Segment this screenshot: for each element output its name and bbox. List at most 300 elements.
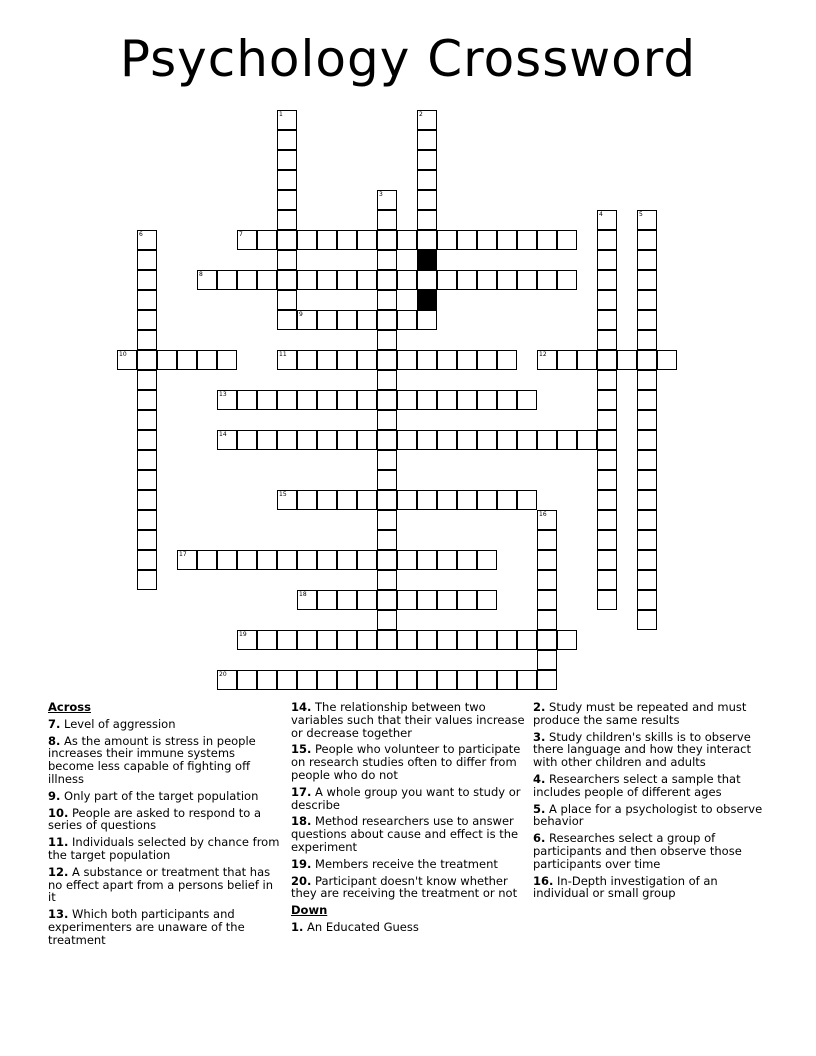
crossword-cell[interactable] bbox=[557, 230, 577, 250]
crossword-cell[interactable] bbox=[277, 670, 297, 690]
crossword-cell[interactable] bbox=[597, 390, 617, 410]
crossword-cell[interactable] bbox=[277, 390, 297, 410]
crossword-cell[interactable] bbox=[297, 390, 317, 410]
crossword-cell[interactable] bbox=[137, 310, 157, 330]
crossword-cell[interactable] bbox=[637, 590, 657, 610]
crossword-cell[interactable] bbox=[377, 370, 397, 390]
crossword-cell[interactable] bbox=[577, 350, 597, 370]
crossword-cell[interactable] bbox=[517, 430, 537, 450]
crossword-cell[interactable] bbox=[497, 630, 517, 650]
crossword-cell[interactable] bbox=[337, 670, 357, 690]
crossword-cell[interactable] bbox=[597, 590, 617, 610]
clue-column-3 bbox=[533, 701, 769, 904]
crossword-cell[interactable] bbox=[457, 670, 477, 690]
crossword-cell[interactable] bbox=[357, 270, 377, 290]
crossword-cell[interactable] bbox=[637, 290, 657, 310]
crossword-cell[interactable] bbox=[377, 470, 397, 490]
crossword-cell[interactable] bbox=[377, 230, 397, 250]
crossword-cell[interactable] bbox=[277, 310, 297, 330]
crossword-cell[interactable] bbox=[497, 230, 517, 250]
crossword-cell[interactable] bbox=[377, 490, 397, 510]
crossword-cell[interactable] bbox=[317, 230, 337, 250]
crossword-cell[interactable] bbox=[637, 230, 657, 250]
crossword-cell[interactable] bbox=[637, 310, 657, 330]
crossword-cell[interactable] bbox=[337, 430, 357, 450]
crossword-cell[interactable] bbox=[597, 230, 617, 250]
crossword-cell[interactable] bbox=[297, 550, 317, 570]
page-title: Psychology Crossword bbox=[119, 30, 697, 88]
crossword-cell[interactable] bbox=[637, 550, 657, 570]
crossword-cell[interactable] bbox=[237, 550, 257, 570]
crossword-cell[interactable] bbox=[437, 350, 457, 370]
crossword-cell[interactable] bbox=[377, 670, 397, 690]
clue-number-label: 9 bbox=[299, 311, 303, 318]
crossword-cell[interactable] bbox=[537, 530, 557, 550]
crossword-cell[interactable] bbox=[377, 530, 397, 550]
crossword-cell[interactable] bbox=[397, 270, 417, 290]
crossword-cell[interactable] bbox=[597, 350, 617, 370]
crossword-cell[interactable] bbox=[597, 490, 617, 510]
clue-column-1 bbox=[48, 701, 284, 951]
crossword-cell[interactable] bbox=[377, 210, 397, 230]
crossword-cell[interactable] bbox=[457, 590, 477, 610]
crossword-cell[interactable] bbox=[337, 550, 357, 570]
crossword-cell[interactable] bbox=[637, 450, 657, 470]
crossword-cell[interactable] bbox=[657, 350, 677, 370]
crossword-cell[interactable] bbox=[417, 430, 437, 450]
clue-down-2: 2. Study must be repeated and must produce the same results bbox=[533, 700, 747, 727]
crossword-cell[interactable] bbox=[397, 550, 417, 570]
crossword-cell[interactable] bbox=[237, 430, 257, 450]
crossword-cell[interactable] bbox=[417, 110, 437, 130]
crossword-cell[interactable] bbox=[517, 630, 537, 650]
crossword-cell[interactable] bbox=[337, 390, 357, 410]
crossword-cell[interactable] bbox=[637, 430, 657, 450]
crossword-cell[interactable] bbox=[457, 490, 477, 510]
crossword-cell[interactable] bbox=[377, 190, 397, 210]
crossword-cell[interactable] bbox=[597, 310, 617, 330]
clue-number-label: 16 bbox=[539, 511, 547, 518]
crossword-cell[interactable] bbox=[437, 390, 457, 410]
crossword-cell[interactable] bbox=[317, 550, 337, 570]
crossword-cell[interactable] bbox=[237, 230, 257, 250]
crossword-cell[interactable] bbox=[377, 350, 397, 370]
crossword-cell[interactable] bbox=[377, 290, 397, 310]
crossword-cell[interactable] bbox=[537, 590, 557, 610]
crossword-cell[interactable] bbox=[297, 230, 317, 250]
crossword-cell[interactable] bbox=[237, 270, 257, 290]
crossword-cell[interactable] bbox=[137, 570, 157, 590]
crossword-cell[interactable] bbox=[357, 310, 377, 330]
crossword-cell[interactable] bbox=[597, 210, 617, 230]
crossword-cell[interactable] bbox=[317, 670, 337, 690]
crossword-cell[interactable] bbox=[417, 150, 437, 170]
crossword-cell[interactable] bbox=[277, 170, 297, 190]
crossword-cell[interactable] bbox=[637, 370, 657, 390]
crossword-cell[interactable] bbox=[257, 630, 277, 650]
clue-across-7: 7. Level of aggression bbox=[48, 716, 176, 731]
crossword-cell[interactable] bbox=[237, 630, 257, 650]
crossword-cell[interactable] bbox=[637, 410, 657, 430]
crossword-cell[interactable] bbox=[457, 430, 477, 450]
clue-number-label: 13 bbox=[219, 391, 227, 398]
crossword-cell[interactable] bbox=[497, 390, 517, 410]
clue-column-2 bbox=[291, 701, 527, 938]
crossword-cell[interactable] bbox=[637, 570, 657, 590]
crossword-cell[interactable] bbox=[417, 550, 437, 570]
crossword-cell[interactable] bbox=[137, 550, 157, 570]
crossword-cell[interactable] bbox=[557, 630, 577, 650]
crossword-cell[interactable] bbox=[317, 590, 337, 610]
crossword-cell[interactable] bbox=[397, 590, 417, 610]
crossword-cell[interactable] bbox=[397, 490, 417, 510]
crossword-cell[interactable] bbox=[437, 550, 457, 570]
crossword-cell[interactable] bbox=[257, 270, 277, 290]
crossword-cell[interactable] bbox=[297, 590, 317, 610]
crossword-cell[interactable] bbox=[137, 470, 157, 490]
crossword-cell[interactable] bbox=[537, 430, 557, 450]
clue-down-3: 3. Study children's skills is to observe there language and how they interact with other children and adults bbox=[533, 729, 751, 770]
crossword-cell[interactable] bbox=[437, 430, 457, 450]
crossword-cell[interactable] bbox=[437, 670, 457, 690]
crossword-cell[interactable] bbox=[597, 250, 617, 270]
crossword-cell[interactable] bbox=[437, 630, 457, 650]
crossword-cell[interactable] bbox=[457, 630, 477, 650]
crossword-cell[interactable] bbox=[537, 270, 557, 290]
crossword-cell[interactable] bbox=[377, 250, 397, 270]
crossword-cell[interactable] bbox=[277, 250, 297, 270]
crossword-cell[interactable] bbox=[257, 430, 277, 450]
crossword-cell[interactable] bbox=[417, 310, 437, 330]
crossword-cell[interactable] bbox=[397, 230, 417, 250]
crossword-cell[interactable] bbox=[637, 210, 657, 230]
clue-across-11: 11. Individuals selected by chance from the target population bbox=[48, 835, 280, 862]
crossword-cell[interactable] bbox=[357, 230, 377, 250]
crossword-cell[interactable] bbox=[197, 350, 217, 370]
crossword-cell[interactable] bbox=[597, 410, 617, 430]
crossword-cell[interactable] bbox=[337, 270, 357, 290]
crossword-cell[interactable] bbox=[317, 490, 337, 510]
crossword-cell[interactable] bbox=[197, 270, 217, 290]
crossword-cell[interactable] bbox=[557, 430, 577, 450]
clue-number-label: 7 bbox=[239, 231, 243, 238]
crossword-cell[interactable] bbox=[497, 270, 517, 290]
crossword-cell[interactable] bbox=[557, 350, 577, 370]
crossword-cell[interactable] bbox=[537, 570, 557, 590]
crossword-cell[interactable] bbox=[597, 270, 617, 290]
clue-across-15: 15. People who volunteer to participate on research studies often to differ from people who do not bbox=[291, 742, 521, 782]
clue-across-9: 9. Only part of the target population bbox=[48, 788, 259, 803]
crossword-cell[interactable] bbox=[297, 670, 317, 690]
crossword-cell[interactable] bbox=[197, 550, 217, 570]
crossword-cell[interactable] bbox=[217, 390, 237, 410]
crossword-cell[interactable] bbox=[377, 410, 397, 430]
crossword-cell[interactable] bbox=[377, 390, 397, 410]
crossword-cell[interactable] bbox=[417, 590, 437, 610]
crossword-cell[interactable] bbox=[377, 590, 397, 610]
crossword-cell[interactable] bbox=[617, 350, 637, 370]
crossword-cell[interactable] bbox=[637, 270, 657, 290]
crossword-cell[interactable] bbox=[577, 430, 597, 450]
crossword-cell[interactable] bbox=[477, 670, 497, 690]
crossword-cell[interactable] bbox=[537, 230, 557, 250]
crossword-cell[interactable] bbox=[317, 350, 337, 370]
crossword-cell[interactable] bbox=[257, 670, 277, 690]
crossword-cell[interactable] bbox=[457, 270, 477, 290]
crossword-cell[interactable] bbox=[497, 490, 517, 510]
crossword-cell[interactable] bbox=[637, 510, 657, 530]
crossword-cell[interactable] bbox=[597, 510, 617, 530]
crossword-cell[interactable] bbox=[277, 490, 297, 510]
crossword-cell[interactable] bbox=[317, 270, 337, 290]
crossword-cell[interactable] bbox=[597, 530, 617, 550]
crossword-cell[interactable] bbox=[297, 630, 317, 650]
crossword-cell[interactable] bbox=[597, 290, 617, 310]
crossword-cell[interactable] bbox=[237, 670, 257, 690]
crossword-cell[interactable] bbox=[177, 350, 197, 370]
crossword-cell[interactable] bbox=[277, 290, 297, 310]
crossword-cell[interactable] bbox=[297, 270, 317, 290]
crossword-cell[interactable] bbox=[137, 410, 157, 430]
crossword-cell[interactable] bbox=[137, 290, 157, 310]
crossword-cell[interactable] bbox=[337, 590, 357, 610]
crossword-cell[interactable] bbox=[417, 230, 437, 250]
crossword-cell[interactable] bbox=[137, 370, 157, 390]
clue-down-16: 16. In-Depth investigation of an individual or small group bbox=[533, 873, 718, 901]
crossword-cell[interactable] bbox=[137, 250, 157, 270]
crossword-cell[interactable] bbox=[317, 310, 337, 330]
crossword-cell[interactable] bbox=[637, 530, 657, 550]
crossword-cell[interactable] bbox=[137, 330, 157, 350]
crossword-cell[interactable] bbox=[397, 670, 417, 690]
crossword-cell[interactable] bbox=[257, 390, 277, 410]
crossword-cell[interactable] bbox=[217, 430, 237, 450]
crossword-cell[interactable] bbox=[517, 230, 537, 250]
crossword-cell[interactable] bbox=[377, 550, 397, 570]
crossword-cell[interactable] bbox=[597, 470, 617, 490]
clue-across-17: 17. A whole group you want to study or describe bbox=[291, 784, 521, 812]
crossword-cell[interactable] bbox=[137, 270, 157, 290]
crossword-cell[interactable] bbox=[597, 370, 617, 390]
clue-number-label: 11 bbox=[279, 351, 287, 358]
crossword-cell[interactable] bbox=[177, 550, 197, 570]
clue-across-18: 18. Method researchers use to answer questions about cause and effect is the experiment bbox=[291, 814, 519, 854]
crossword-cell[interactable] bbox=[357, 430, 377, 450]
crossword-cell[interactable] bbox=[597, 330, 617, 350]
crossword-cell[interactable] bbox=[377, 570, 397, 590]
crossword-cell[interactable] bbox=[377, 450, 397, 470]
crossword-cell[interactable] bbox=[277, 210, 297, 230]
crossword-cell[interactable] bbox=[217, 670, 237, 690]
crossword-cell[interactable] bbox=[357, 490, 377, 510]
crossword-cell[interactable] bbox=[257, 550, 277, 570]
crossword-cell[interactable] bbox=[477, 590, 497, 610]
crossword-cell[interactable] bbox=[337, 230, 357, 250]
crossword-cell[interactable] bbox=[537, 630, 557, 650]
crossword-cell[interactable] bbox=[417, 170, 437, 190]
clue-number-label: 2 bbox=[419, 111, 423, 118]
crossword-cell[interactable] bbox=[357, 670, 377, 690]
clue-number-label: 15 bbox=[279, 491, 287, 498]
crossword-cell[interactable] bbox=[137, 490, 157, 510]
crossword-cell[interactable] bbox=[597, 430, 617, 450]
crossword-cell[interactable] bbox=[277, 630, 297, 650]
crossword-cell[interactable] bbox=[397, 430, 417, 450]
down-heading: Down bbox=[291, 903, 328, 918]
across-heading: Across bbox=[48, 700, 91, 714]
crossword-cell[interactable] bbox=[357, 390, 377, 410]
crossword-cell[interactable] bbox=[377, 310, 397, 330]
crossword-cell[interactable] bbox=[317, 390, 337, 410]
crossword-cell[interactable] bbox=[237, 390, 257, 410]
crossword-cell[interactable] bbox=[537, 610, 557, 630]
crossword-cell[interactable] bbox=[597, 450, 617, 470]
crossword-cell[interactable] bbox=[437, 490, 457, 510]
crossword-cell[interactable] bbox=[417, 630, 437, 650]
crossword-cell[interactable] bbox=[337, 350, 357, 370]
crossword-cell[interactable] bbox=[457, 230, 477, 250]
crossword-cell[interactable] bbox=[637, 390, 657, 410]
crossword-cell[interactable] bbox=[257, 230, 277, 250]
crossword-cell[interactable] bbox=[137, 430, 157, 450]
crossword-cell[interactable] bbox=[117, 350, 137, 370]
crossword-cell[interactable] bbox=[137, 230, 157, 250]
crossword-cell[interactable] bbox=[637, 350, 657, 370]
crossword-cell[interactable] bbox=[337, 490, 357, 510]
crossword-cell[interactable] bbox=[377, 330, 397, 350]
crossword-cell[interactable] bbox=[637, 490, 657, 510]
crossword-cell[interactable] bbox=[357, 630, 377, 650]
crossword-cell[interactable] bbox=[517, 390, 537, 410]
crossword-cell[interactable] bbox=[217, 550, 237, 570]
crossword-cell[interactable] bbox=[137, 530, 157, 550]
crossword-cell[interactable] bbox=[417, 350, 437, 370]
crossword-cell[interactable] bbox=[457, 350, 477, 370]
crossword-cell[interactable] bbox=[537, 650, 557, 670]
crossword-cell[interactable] bbox=[537, 550, 557, 570]
crossword-cell[interactable] bbox=[397, 390, 417, 410]
crossword-cell[interactable] bbox=[637, 250, 657, 270]
crossword-cell[interactable] bbox=[377, 430, 397, 450]
crossword-cell[interactable] bbox=[477, 270, 497, 290]
clue-number-label: 5 bbox=[639, 211, 643, 218]
crossword-cell[interactable] bbox=[277, 550, 297, 570]
crossword-cell[interactable] bbox=[377, 510, 397, 530]
crossword-cell[interactable] bbox=[637, 470, 657, 490]
crossword-cell[interactable] bbox=[537, 350, 557, 370]
crossword-cell[interactable] bbox=[457, 550, 477, 570]
crossword-cell[interactable] bbox=[437, 230, 457, 250]
clue-across-19: 19. Members receive the treatment bbox=[291, 856, 498, 871]
crossword-cell[interactable] bbox=[477, 550, 497, 570]
clue-number-label: 14 bbox=[219, 431, 227, 438]
crossword-cell[interactable] bbox=[597, 570, 617, 590]
crossword-cell[interactable] bbox=[137, 390, 157, 410]
crossword-cell[interactable] bbox=[497, 350, 517, 370]
crossword-cell[interactable] bbox=[497, 430, 517, 450]
crossword-cell[interactable] bbox=[637, 330, 657, 350]
crossword-cell[interactable] bbox=[217, 350, 237, 370]
crossword-cell[interactable] bbox=[557, 270, 577, 290]
crossword-cell[interactable] bbox=[337, 310, 357, 330]
crossword-cell[interactable] bbox=[457, 390, 477, 410]
crossword-cell[interactable] bbox=[277, 110, 297, 130]
crossword-cell[interactable] bbox=[137, 350, 157, 370]
crossword-cell[interactable] bbox=[357, 590, 377, 610]
crossword-cell[interactable] bbox=[277, 350, 297, 370]
clue-number-label: 17 bbox=[179, 551, 187, 558]
crossword-cell[interactable] bbox=[277, 270, 297, 290]
crossword-cell[interactable] bbox=[397, 310, 417, 330]
crossword-cell[interactable] bbox=[337, 630, 357, 650]
crossword-cell[interactable] bbox=[477, 630, 497, 650]
clue-down-5: 5. A place for a psychologist to observe behavior bbox=[533, 801, 763, 829]
crossword-cell[interactable] bbox=[277, 230, 297, 250]
crossword-cell[interactable] bbox=[157, 350, 177, 370]
crossword-cell[interactable] bbox=[137, 510, 157, 530]
crossword-cell[interactable] bbox=[517, 670, 537, 690]
crossword-cell[interactable] bbox=[377, 630, 397, 650]
crossword-cell[interactable] bbox=[357, 350, 377, 370]
crossword-cell[interactable] bbox=[417, 210, 437, 230]
crossword-cell[interactable] bbox=[397, 630, 417, 650]
crossword-cell[interactable] bbox=[377, 610, 397, 630]
crossword-cell[interactable] bbox=[477, 230, 497, 250]
crossword-cell[interactable] bbox=[297, 310, 317, 330]
clue-down-1: 1. An Educated Guess bbox=[291, 919, 419, 934]
clue-number-label: 6 bbox=[139, 231, 143, 238]
crossword-cell[interactable] bbox=[137, 450, 157, 470]
crossword-cell[interactable] bbox=[477, 390, 497, 410]
clue-down-6: 6. Researches select a group of participants and then observe those participants over time bbox=[533, 831, 742, 871]
crossword-cell[interactable] bbox=[417, 670, 437, 690]
crossword-cell[interactable] bbox=[277, 190, 297, 210]
clue-across-13: 13. Which both participants and experimenters are unaware of the treatment bbox=[48, 907, 245, 947]
crossword-cell[interactable] bbox=[277, 150, 297, 170]
crossword-cell[interactable] bbox=[417, 190, 437, 210]
crossword-cell[interactable] bbox=[417, 490, 437, 510]
crossword-cell[interactable] bbox=[297, 430, 317, 450]
crossword-cell[interactable] bbox=[417, 390, 437, 410]
crossword-cell[interactable] bbox=[537, 510, 557, 530]
crossword-cell[interactable] bbox=[317, 630, 337, 650]
crossword-cell[interactable] bbox=[517, 490, 537, 510]
clue-across-20: 20. Participant doesn't know whether they are receiving the treatment or not bbox=[291, 873, 518, 901]
crossword-cell[interactable] bbox=[377, 270, 397, 290]
crossword-cell[interactable] bbox=[477, 490, 497, 510]
crossword-cell[interactable] bbox=[277, 430, 297, 450]
crossword-cell[interactable] bbox=[637, 610, 657, 630]
crossword-cell[interactable] bbox=[477, 430, 497, 450]
crossword-cell[interactable] bbox=[517, 270, 537, 290]
crossword-cell[interactable] bbox=[357, 550, 377, 570]
clue-across-12: 12. A substance or treatment that has no effect apart from a persons belief in it bbox=[48, 864, 274, 905]
crossword-cell[interactable] bbox=[217, 270, 237, 290]
crossword-cell[interactable] bbox=[397, 350, 417, 370]
crossword-cell[interactable] bbox=[497, 670, 517, 690]
crossword-cell[interactable] bbox=[277, 130, 297, 150]
crossword-cell[interactable] bbox=[297, 490, 317, 510]
crossword-cell[interactable] bbox=[537, 670, 557, 690]
crossword-cell[interactable] bbox=[297, 350, 317, 370]
crossword-cell[interactable] bbox=[437, 270, 457, 290]
crossword-cell[interactable] bbox=[437, 590, 457, 610]
crossword-cell[interactable] bbox=[417, 270, 437, 290]
crossword-cell[interactable] bbox=[417, 130, 437, 150]
crossword-cell[interactable] bbox=[597, 550, 617, 570]
crossword-cell[interactable] bbox=[477, 350, 497, 370]
crossword-cell[interactable] bbox=[317, 430, 337, 450]
